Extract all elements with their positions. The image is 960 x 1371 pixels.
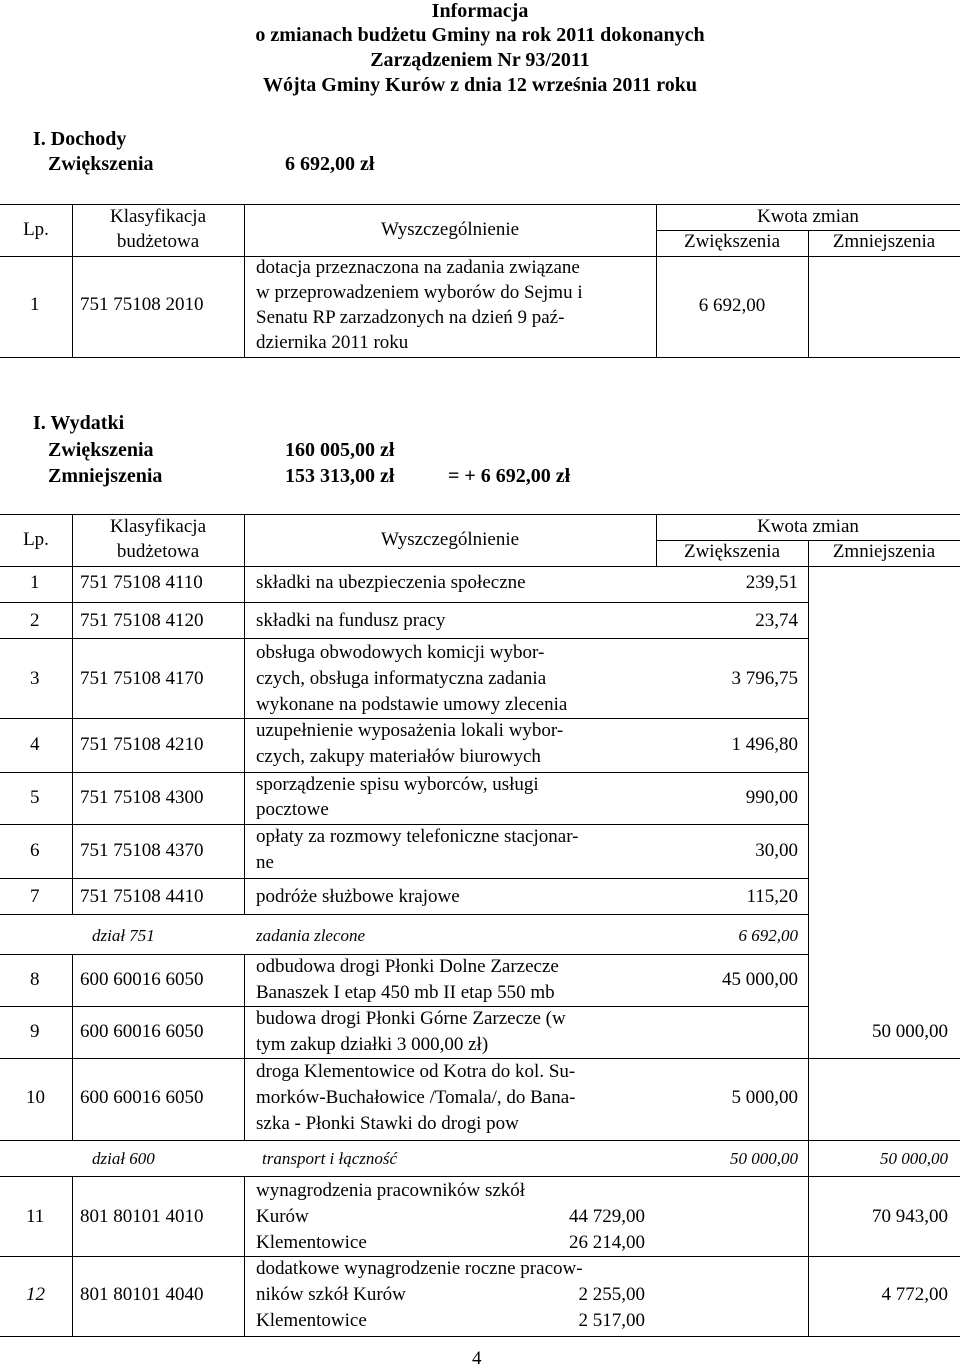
expense-row-desc: opłaty za rozmowy telefoniczne stacjonar-: [256, 826, 579, 847]
expense-row-lp: 4: [30, 734, 40, 755]
expense-row-subamount: 26 214,00: [569, 1232, 645, 1253]
expense-row-klas: 751 75108 4370: [80, 840, 204, 861]
income-row-desc: dotacja przeznaczona na zadania związane: [256, 257, 580, 278]
expense-row-desc: droga Klementowice od Kotra do kol. Su-: [256, 1061, 576, 1082]
income-row-zwiek: 6 692,00: [698, 295, 766, 316]
expense-row-lp: 6: [30, 840, 40, 861]
income-row-klas: 751 75108 2010: [80, 294, 204, 315]
expense-row-zwiek: 5 000,00: [731, 1087, 798, 1108]
expense-row-desc: Klementowice: [256, 1232, 367, 1253]
expense-header-kwota: Kwota zmian: [757, 516, 859, 537]
expense-row-lp: 8: [30, 969, 40, 990]
expense-row-desc: składki na fundusz pracy: [256, 610, 446, 631]
expense-row-desc: podróże służbowe krajowe: [256, 886, 460, 907]
income-header-zmniej: Zmniejszenia: [832, 231, 936, 252]
expense-row-subamount: 2 255,00: [578, 1284, 645, 1305]
expense-header-zwiek: Zwiększenia: [683, 541, 780, 562]
expense-row-desc: dodatkowe wynagrodzenie roczne pracow-: [256, 1258, 583, 1279]
income-header-zwiek: Zwiększenia: [683, 231, 780, 252]
expense-row-lp: 2: [30, 610, 40, 631]
expense-row-desc: ne: [256, 852, 274, 873]
expense-header-klas: Klasyfikacja: [109, 516, 206, 537]
expense-row-desc: uzupełnienie wyposażenia lokali wybor-: [256, 720, 564, 741]
summary-600-zmniej: 50 000,00: [880, 1149, 948, 1168]
expense-row-desc: tym zakup działki 3 000,00 zł): [256, 1034, 489, 1055]
expense-row-klas: 751 75108 4210: [80, 734, 204, 755]
expense-row-klas: 751 75108 4120: [80, 610, 204, 631]
income-row-lp: 1: [30, 294, 40, 315]
expense-row-lp: 1: [30, 572, 40, 593]
expense-row-desc: czych, zakupy materiałów biurowych: [256, 746, 541, 767]
expense-row-lp: 5: [30, 787, 40, 808]
expense-row-zwiek: 23,74: [755, 610, 798, 631]
doc-authority: Wójta Gminy Kurów z dnia 12 września 2011 roku: [262, 74, 698, 96]
expense-header-zmniej: Zmniejszenia: [832, 541, 936, 562]
expense-row-desc: Kurów: [256, 1206, 309, 1227]
expense-header-desc: Wyszczególnienie: [380, 529, 520, 550]
expense-row-klas: 751 75108 4300: [80, 787, 204, 808]
expense-row-zmniej: 70 943,00: [872, 1206, 948, 1227]
expense-row-desc: ników szkół Kurów: [256, 1284, 406, 1305]
expense-row-zwiek: 990,00: [745, 787, 798, 808]
expense-row-desc: wynagrodzenia pracowników szkół: [256, 1180, 526, 1201]
expense-row-zmniej: 4 772,00: [881, 1284, 948, 1305]
expense-row-desc: wykonane na podstawie umowy zlecenia: [256, 694, 568, 715]
summary-751-name: zadania zlecone: [256, 926, 366, 945]
expense-row-zwiek: 3 796,75: [731, 668, 798, 689]
income-header-klas: Klasyfikacja: [109, 206, 206, 227]
income-row-desc: w przeprowadzeniem wyborów do Sejmu i: [256, 282, 583, 303]
income-header-kwota: Kwota zmian: [757, 206, 859, 227]
expense-row-klas: 801 80101 4010: [80, 1206, 204, 1227]
income-section-title: I. Dochody: [33, 128, 127, 150]
expense-row-zwiek: 1 496,80: [731, 734, 798, 755]
expense-row-lp: 7: [30, 886, 40, 907]
income-header-desc: Wyszczególnienie: [380, 219, 520, 240]
expense-row-zwiek: 115,20: [746, 886, 798, 907]
expense-row-klas: 751 75108 4410: [80, 886, 204, 907]
income-row-desc: dziernika 2011 roku: [256, 332, 409, 353]
expense-row-klas: 751 75108 4170: [80, 668, 204, 689]
expense-row-desc: odbudowa drogi Płonki Dolne Zarzecze: [256, 956, 559, 977]
income-row-desc: Senatu RP zarzadzonych na dzień 9 paź-: [256, 307, 565, 328]
expense-row-desc: budowa drogi Płonki Górne Zarzecze (w: [256, 1008, 566, 1029]
income-increase-amount: 6 692,00 zł: [285, 153, 375, 175]
expense-row-desc: składki na ubezpieczenia społeczne: [256, 572, 526, 593]
doc-regulation: Zarządzeniem Nr 93/2011: [370, 49, 590, 71]
expense-increase-label: Zwiększenia: [48, 439, 154, 461]
income-increase-label: Zwiększenia: [48, 153, 154, 175]
expense-row-desc: obsługa obwodowych komicji wybor-: [256, 642, 545, 663]
expense-row-lp: 9: [30, 1021, 40, 1042]
expense-row-desc: sporządzenie spisu wyborców, usługi: [256, 774, 539, 795]
expense-row-klas: 600 60016 6050: [80, 1021, 204, 1042]
expense-row-klas: 600 60016 6050: [80, 1087, 204, 1108]
expense-row-zwiek: 30,00: [755, 840, 798, 861]
summary-600-dzial: dział 600: [92, 1149, 155, 1168]
doc-subtitle: o zmianach budżetu Gminy na rok 2011 dokonanych: [255, 24, 705, 46]
expense-row-klas: 801 80101 4040: [80, 1284, 204, 1305]
expense-row-klas: 600 60016 6050: [80, 969, 204, 990]
expense-row-lp: 11: [26, 1206, 45, 1227]
expense-row-zwiek: 239,51: [745, 572, 798, 593]
expense-net: = + 6 692,00 zł: [448, 465, 571, 487]
summary-751-zwiek: 6 692,00: [738, 926, 798, 945]
expense-header-klas2: budżetowa: [116, 541, 200, 562]
summary-600-zwiek: 50 000,00: [730, 1149, 798, 1168]
expense-row-desc: Klementowice: [256, 1310, 367, 1331]
income-header-lp: Lp.: [23, 219, 49, 240]
expense-row-desc: pocztowe: [256, 799, 329, 820]
summary-600-name: transport i łączność: [262, 1149, 398, 1168]
expense-section-title: I. Wydatki: [33, 412, 125, 434]
expense-row-subamount: 2 517,00: [578, 1310, 645, 1331]
expense-decrease-amount: 153 313,00 zł: [285, 465, 395, 487]
summary-751-dzial: dział 751: [92, 926, 155, 945]
expense-row-zmniej: 50 000,00: [872, 1021, 948, 1042]
page-number: 4: [472, 1348, 482, 1369]
expense-row-desc: szka - Płonki Stawki do drogi pow: [256, 1113, 519, 1134]
expense-row-desc: czych, obsługa informatyczna zadania: [256, 668, 547, 689]
expense-row-desc: Banaszek I etap 450 mb II etap 550 mb: [256, 982, 555, 1003]
expense-decrease-label: Zmniejszenia: [48, 465, 163, 487]
expense-row-desc: morków-Buchałowice /Tomala/, do Bana-: [256, 1087, 576, 1108]
expense-row-klas: 751 75108 4110: [80, 572, 203, 593]
expense-header-lp: Lp.: [23, 529, 49, 550]
expense-row-subamount: 44 729,00: [569, 1206, 645, 1227]
income-header-klas2: budżetowa: [116, 231, 200, 252]
expense-increase-amount: 160 005,00 zł: [285, 439, 395, 461]
expense-row-lp: 3: [30, 668, 40, 689]
expense-row-zwiek: 45 000,00: [722, 969, 798, 990]
expense-row-lp: 10: [26, 1087, 45, 1108]
doc-title: Informacja: [431, 0, 529, 22]
expense-row-lp: 12: [26, 1284, 45, 1305]
